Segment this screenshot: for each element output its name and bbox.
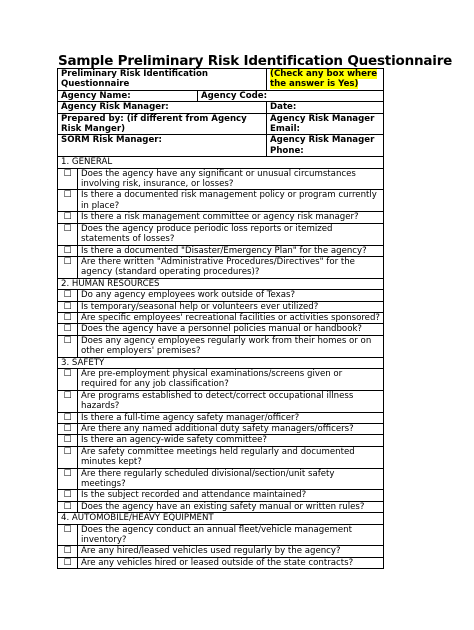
section-row (58, 157, 384, 168)
question-row (58, 324, 384, 335)
check-note (267, 69, 384, 91)
question-text: Are there regularly scheduled divisional/section/unit safety meetings? (78, 468, 384, 490)
section-row (58, 357, 384, 368)
arm-phone-field[interactable]: Agency Risk Manager Phone: (267, 135, 384, 157)
risk-manager-row (58, 102, 384, 113)
questionnaire-table (57, 68, 384, 569)
checkbox[interactable]: ☐ (58, 301, 78, 312)
question-text: Are safety committee meetings held regularly and documented minutes kept? (78, 446, 384, 468)
question-row (58, 468, 384, 490)
question-row (58, 524, 384, 546)
prepared-by-field[interactable]: Prepared by: (if different from Agency Risk Manger) (58, 113, 267, 135)
checkbox[interactable]: ☐ (58, 256, 78, 278)
question-row (58, 212, 384, 223)
question-row (58, 557, 384, 568)
checkbox[interactable]: ☐ (58, 412, 78, 423)
checkbox[interactable]: ☐ (58, 223, 78, 245)
section-row (58, 278, 384, 289)
section-title: 2. HUMAN RESOURCES (58, 278, 384, 289)
question-row (58, 390, 384, 412)
checkbox[interactable]: ☐ (58, 368, 78, 390)
agency-code-field[interactable]: Agency Code: (198, 90, 384, 101)
question-text: Are any hired/leased vehicles used regularly by the agency? (78, 546, 384, 557)
checkbox[interactable]: ☐ (58, 190, 78, 212)
checkbox[interactable]: ☐ (58, 390, 78, 412)
question-text: Is there an agency-wide safety committee? (78, 435, 384, 446)
question-row (58, 223, 384, 245)
question-row (58, 412, 384, 423)
sorm-risk-manager-field[interactable]: SORM Risk Manager: (58, 135, 267, 157)
question-text: Is the subject recorded and attendance maintained? (78, 490, 384, 501)
checkbox[interactable]: ☐ (58, 557, 78, 568)
question-text: Does the agency have an existing safety manual or written rules? (78, 501, 384, 512)
checkbox[interactable]: ☐ (58, 490, 78, 501)
question-row (58, 312, 384, 323)
checkbox[interactable]: ☐ (58, 335, 78, 357)
question-row (58, 501, 384, 512)
prepared-by-row (58, 113, 384, 135)
section-title: 4. AUTOMOBILE/HEAVY EQUIPMENT (58, 513, 384, 524)
question-text: Does the agency have a personnel policies manual or handbook? (78, 324, 384, 335)
question-text: Are specific employees' recreational facilities or activities sponsored? (78, 312, 384, 323)
sorm-row (58, 135, 384, 157)
checkbox[interactable]: ☐ (58, 446, 78, 468)
question-row (58, 290, 384, 301)
question-text: Are there written "Administrative Procedures/Directives" for the agency (standard operating procedures)? (78, 256, 384, 278)
agency-name-field[interactable]: Agency Name: (58, 90, 198, 101)
question-row (58, 335, 384, 357)
section-title: 3. SAFETY (58, 357, 384, 368)
checkbox[interactable]: ☐ (58, 435, 78, 446)
agency-risk-manager-field[interactable]: Agency Risk Manager: (58, 102, 267, 113)
check-note-text: (Check any box where the answer is Yes) (270, 69, 378, 90)
checkbox[interactable]: ☐ (58, 501, 78, 512)
arm-email-field[interactable]: Agency Risk Manager Email: (267, 113, 384, 135)
question-row (58, 168, 384, 190)
question-text: Do any agency employees work outside of Texas? (78, 290, 384, 301)
checkbox[interactable]: ☐ (58, 324, 78, 335)
question-text: Is there a full-time agency safety manager/officer? (78, 412, 384, 423)
question-row (58, 546, 384, 557)
question-row (58, 368, 384, 390)
header-row (58, 69, 384, 91)
question-text: Are programs established to detect/correct occupational illness hazards? (78, 390, 384, 412)
question-row (58, 424, 384, 435)
question-text: Is there a documented risk management policy or program currently in place? (78, 190, 384, 212)
checkbox[interactable]: ☐ (58, 290, 78, 301)
checkbox[interactable]: ☐ (58, 212, 78, 223)
question-row (58, 446, 384, 468)
question-row (58, 245, 384, 256)
section-title: 1. GENERAL (58, 157, 384, 168)
date-field[interactable]: Date: (267, 102, 384, 113)
agency-name-row (58, 90, 384, 101)
question-row (58, 256, 384, 278)
question-text: Is temporary/seasonal help or volunteers ever utilized? (78, 301, 384, 312)
checkbox[interactable]: ☐ (58, 468, 78, 490)
questionnaire-label: Preliminary Risk Identification Questionnaire (58, 69, 267, 91)
checkbox[interactable]: ☐ (58, 312, 78, 323)
question-row (58, 190, 384, 212)
question-text: Are any vehicles hired or leased outside of the state contracts? (78, 557, 384, 568)
checkbox[interactable]: ☐ (58, 524, 78, 546)
checkbox[interactable]: ☐ (58, 546, 78, 557)
checkbox[interactable]: ☐ (58, 424, 78, 435)
question-text: Does the agency have any significant or unusual circumstances involving risk, insurance, or losses? (78, 168, 384, 190)
question-text: Is there a risk management committee or agency risk manager? (78, 212, 384, 223)
question-text: Is there a documented "Disaster/Emergency Plan" for the agency? (78, 245, 384, 256)
question-text: Are pre-employment physical examinations/screens given or required for any job classification? (78, 368, 384, 390)
question-text: Does the agency produce periodic loss reports or itemized statements of losses? (78, 223, 384, 245)
question-text: Are there any named additional duty safety managers/officers? (78, 424, 384, 435)
question-row (58, 490, 384, 501)
question-text: Does any agency employees regularly work from their homes or on other employers' premises? (78, 335, 384, 357)
question-row (58, 435, 384, 446)
checkbox[interactable]: ☐ (58, 245, 78, 256)
question-text: Does the agency conduct an annual fleet/vehicle management inventory? (78, 524, 384, 546)
document-title: Sample Preliminary Risk Identification Questionnaire (58, 53, 453, 69)
checkbox[interactable]: ☐ (58, 168, 78, 190)
question-row (58, 301, 384, 312)
section-row (58, 513, 384, 524)
